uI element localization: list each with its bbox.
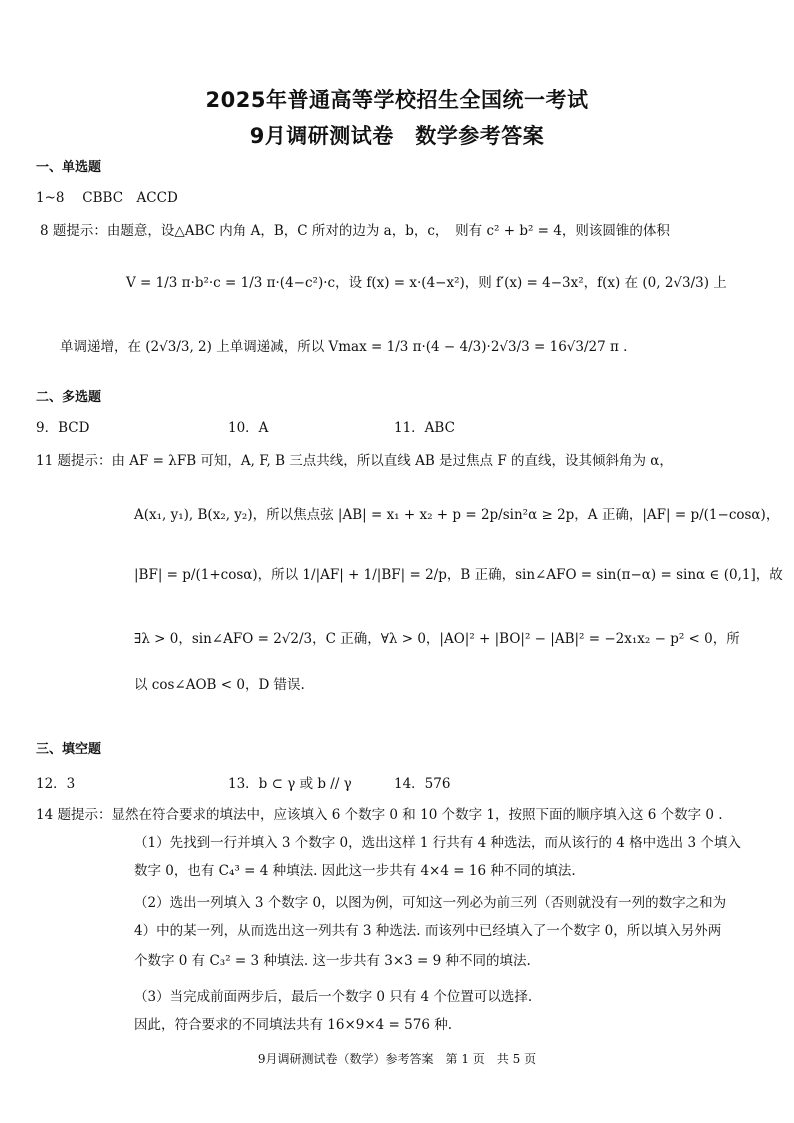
hint-14-line-2: （1）先找到一行并填入 3 个数字 0，选出这样 1 行共有 4 种选法，而从该行的 4 格中选出 3 个填入: [134, 835, 741, 851]
exam-subtitle: 9月调研测试卷 数学参考答案: [249, 124, 545, 148]
hint-14-line-1: 14 题提示：显然在符合要求的填法中，应该填入 6 个数字 0 和 10 个数字 1，按照下面的顺序填入这 6 个数字 0 .: [36, 807, 723, 823]
hint-11-line-4: ∃λ > 0，sin∠AFO = 2√2/3，C 正确，∀λ > 0，|AO|² + |BO|² − |AB|² = −2x₁x₂ − p² < 0，所: [134, 631, 740, 647]
answers-1-8: 1~8 CBBC ACCD: [36, 190, 178, 206]
hint-8-line-1: 8 题提示：由题意，设△ABC 内角 A，B，C 所对的边为 a，b，c， 则有 c² + b² = 4，则该圆锥的体积: [40, 223, 670, 239]
answer-11: 11．ABC: [394, 420, 455, 436]
hint-14-line-6: 个数字 0 有 C₃² = 3 种填法. 这一步共有 3×3 = 9 种不同的填法.: [134, 953, 531, 969]
hint-14-line-7: （3）当完成前面两步后，最后一个数字 0 只有 4 个位置可以选择.: [134, 989, 533, 1005]
hint-11-line-1: 11 题提示：由 AF = λFB 可知，A, F, B 三点共线，所以直线 AB 是过焦点 F 的直线，设其倾斜角为 α，: [36, 453, 673, 469]
section-multiple-choice-heading: 二、多选题: [36, 390, 102, 405]
hint-14-line-8: 因此，符合要求的不同填法共有 16×9×4 = 576 种.: [134, 1017, 453, 1033]
hint-11-line-2: A(x₁, y₁), B(x₂, y₂)，所以焦点弦 |AB| = x₁ + x₂ + p = 2p/sin²α ≥ 2p，A 正确，|AF| = p/(1−cosα)，: [134, 507, 780, 523]
answer-9: 9．BCD: [36, 420, 90, 436]
page-footer: 9月调研测试卷（数学）参考答案 第 1 页 共 5 页: [257, 1052, 537, 1066]
hint-14-line-4: （2）选出一列填入 3 个数字 0，以图为例，可知这一列必为前三列（否则就没有一列的数字之和为: [134, 895, 727, 911]
answer-14: 14．576: [394, 776, 451, 792]
section-single-choice-heading: 一、单选题: [36, 160, 102, 175]
section-fill-in-heading: 三、填空题: [36, 742, 102, 757]
hint-8-line-2: V = 1/3 π·b²·c = 1/3 π·(4−c²)·c，设 f(x) = x·(4−x²)，则 f′(x) = 4−3x²，f(x) 在 (0, 2√3/3) 上: [126, 275, 727, 291]
hint-11-line-5: 以 cos∠AOB < 0，D 错误.: [134, 677, 305, 693]
answer-13: 13．b ⊂ γ 或 b // γ: [228, 776, 352, 792]
hint-14-line-5: 4）中的某一列，从而选出这一列共有 3 种选法. 而该列中已经填入了一个数字 0，所以填入另外两: [134, 923, 722, 939]
exam-title: 2025年普通高等学校招生全国统一考试: [205, 88, 589, 112]
answer-12: 12．3: [36, 776, 76, 792]
hint-11-line-3: |BF| = p/(1+cosα)，所以 1/|AF| + 1/|BF| = 2/p，B 正确，sin∠AFO = sin(π−α) = sinα ∈ (0,1]，故: [134, 567, 783, 583]
hint-14-line-3: 数字 0，也有 C₄³ = 4 种填法. 因此这一步共有 4×4 = 16 种不同的填法.: [134, 863, 576, 879]
answer-10: 10．A: [228, 420, 269, 436]
hint-8-line-3: 单调递增，在 (2√3/3, 2) 上单调递减，所以 Vmax = 1/3 π·(4 − 4/3)·2√3/3 = 16√3/27 π .: [60, 339, 628, 355]
